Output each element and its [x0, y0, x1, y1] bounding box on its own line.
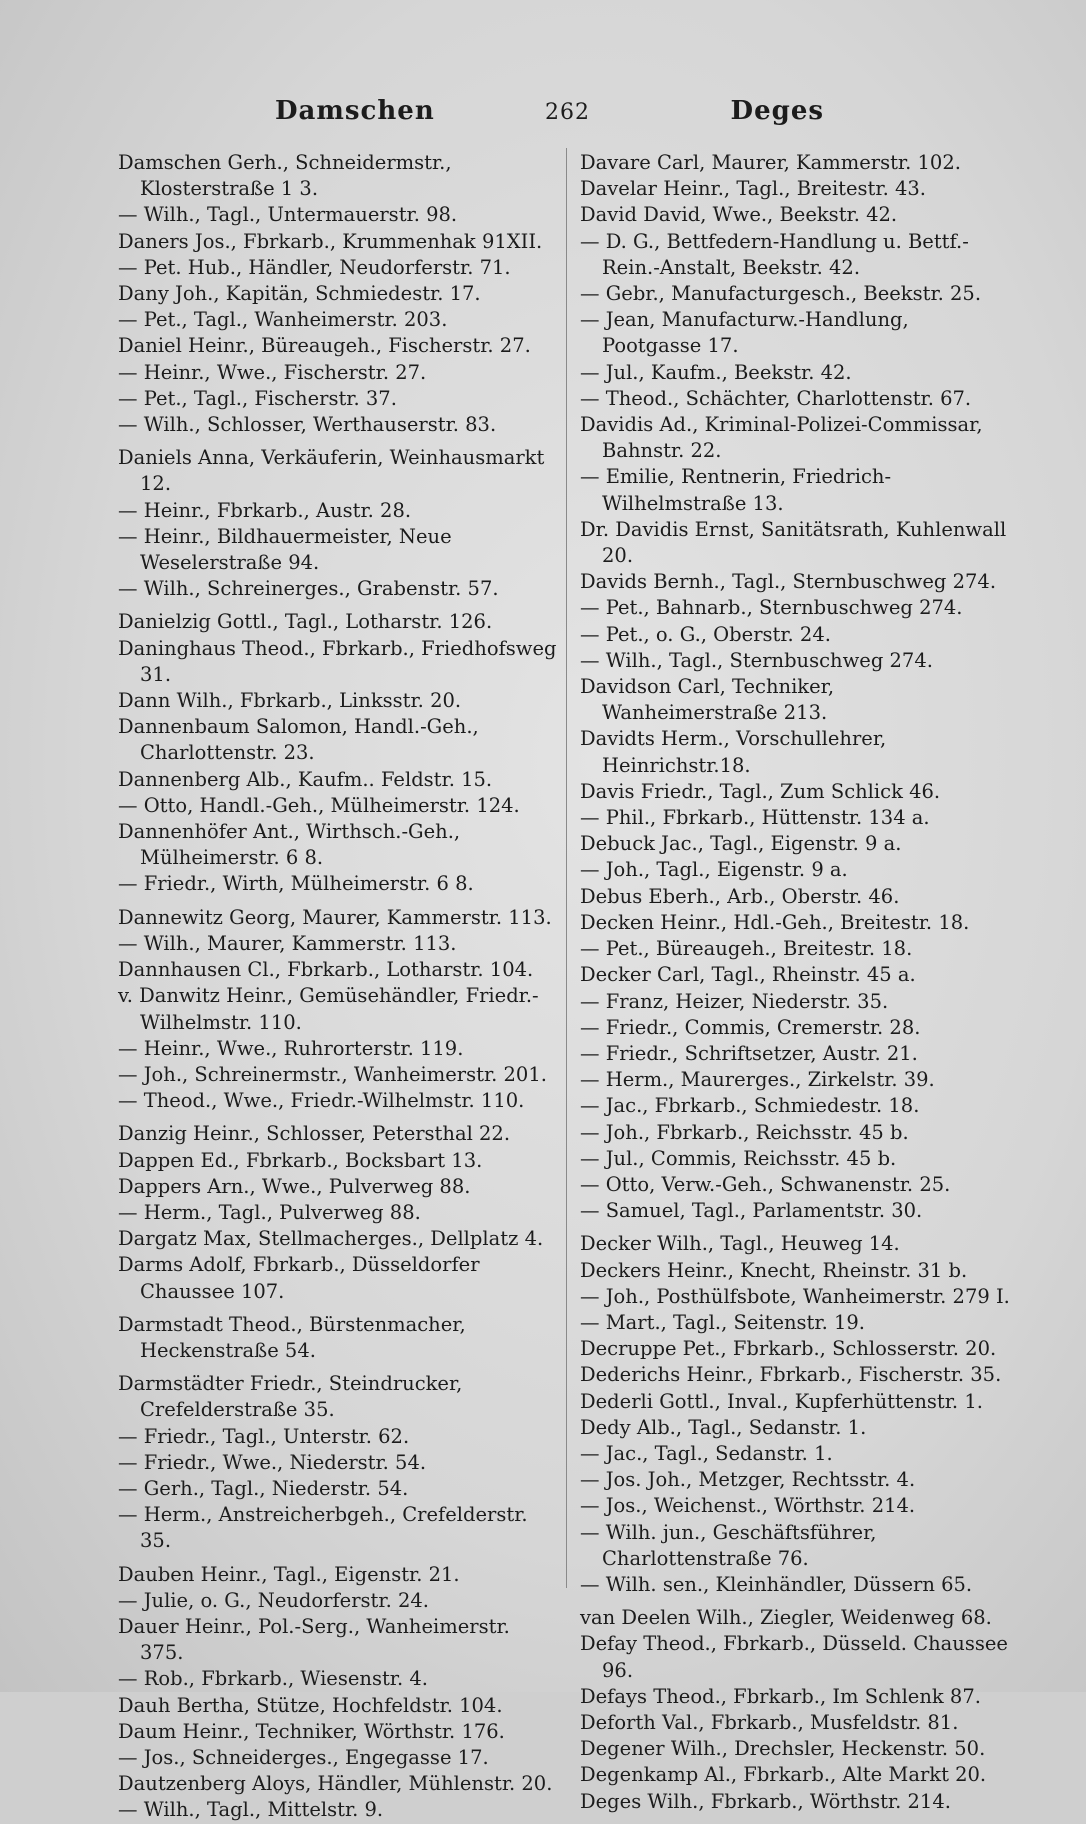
directory-entry: Darms Adolf, Fbrkarb., Düsseldorfer Chaussee 107. — [118, 1253, 480, 1303]
directory-entry: v. Danwitz Heinr., Gemüsehändler, Friedr.-Wilhelmstr. 110. — [118, 984, 539, 1034]
directory-entry: — Otto, Handl.-Geh., Mülheimerstr. 124. — [118, 793, 520, 817]
directory-entry: — Pet., Tagl., Wanheimerstr. 203. — [118, 308, 448, 332]
directory-entry: — Herm., Anstreicherbgeh., Crefelderstr. 35. — [118, 1503, 528, 1553]
directory-entry: Dannhausen Cl., Fbrkarb., Lotharstr. 104. — [118, 958, 534, 982]
directory-entry: — Jos., Weichenst., Wörthstr. 214. — [580, 1494, 916, 1518]
directory-entry: — Joh., Posthülfsbote, Wanheimerstr. 279 I. — [580, 1284, 1010, 1308]
directory-entry: Dany Joh., Kapitän, Schmiedestr. 17. — [118, 282, 481, 306]
directory-entry: — Pet., Büreaugeh., Breitestr. 18. — [580, 937, 913, 961]
directory-entry: — Wilh., Tagl., Untermauerstr. 98. — [118, 203, 458, 227]
directory-entry: — Theod., Wwe., Friedr.-Wilhelmstr. 110. — [118, 1089, 525, 1113]
directory-entry: — Jos. Joh., Metzger, Rechtsstr. 4. — [580, 1468, 916, 1492]
directory-entry: — Franz, Heizer, Niederstr. 35. — [580, 989, 889, 1013]
directory-entry: — Heinr., Fbrkarb., Austr. 28. — [118, 498, 412, 522]
directory-entry: — Joh., Schreinermstr., Wanheimerstr. 201. — [118, 1062, 547, 1086]
directory-entry: Dannenberg Alb., Kaufm.. Feldstr. 15. — [118, 767, 493, 791]
directory-entry: — Theod., Schächter, Charlottenstr. 67. — [580, 386, 972, 410]
directory-entry: Defay Theod., Fbrkarb., Düsseld. Chaussee 96. — [580, 1632, 1008, 1682]
directory-entry: Decken Heinr., Hdl.-Geh., Breitestr. 18. — [580, 910, 970, 934]
directory-entry: Dann Wilh., Fbrkarb., Linksstr. 20. — [118, 689, 462, 713]
directory-entry: — Wilh. jun., Geschäftsführer, Charlottenstraße 76. — [580, 1520, 877, 1570]
directory-entry: — Wilh., Tagl., Sternbuschweg 274. — [580, 648, 933, 672]
directory-entry: — Joh., Tagl., Eigenstr. 9 a. — [580, 858, 848, 882]
directory-entry: Davidson Carl, Techniker, Wanheimerstraße 213. — [580, 675, 835, 725]
directory-entry: — Mart., Tagl., Seitenstr. 19. — [580, 1310, 865, 1334]
directory-entry: Davids Bernh., Tagl., Sternbuschweg 274. — [580, 570, 997, 594]
directory-entry: — Pet. Hub., Händler, Neudorferstr. 71. — [118, 255, 511, 279]
directory-entry: — Pet., Tagl., Fischerstr. 37. — [118, 386, 397, 410]
directory-entry: Davare Carl, Maurer, Kammerstr. 102. — [580, 151, 961, 174]
directory-entry: Decker Wilh., Tagl., Heuweg 14. — [580, 1232, 900, 1256]
directory-entry: Dautzenberg Aloys, Händler, Mühlenstr. 20. — [118, 1772, 553, 1796]
directory-entry: Deforth Val., Fbrkarb., Musfeldstr. 81. — [580, 1710, 959, 1734]
directory-entry: Davidis Ad., Kriminal-Polizei-Commissar, Bahnstr. 22. — [580, 413, 983, 463]
directory-entry: — Jul., Kaufm., Beekstr. 42. — [580, 360, 852, 384]
header-left-word: Damschen — [275, 96, 435, 126]
directory-entry: — Wilh., Schlosser, Werthauserstr. 83. — [118, 413, 497, 437]
directory-entry: — Phil., Fbrkarb., Hüttenstr. 134 a. — [580, 806, 930, 830]
directory-entry: — Heinr., Bildhauermeister, Neue Weselerstraße 94. — [118, 524, 452, 575]
directory-entry: — Jos., Schneiderges., Engegasse 17. — [118, 1745, 489, 1769]
directory-entry: Dappen Ed., Fbrkarb., Bocksbart 13. — [118, 1148, 483, 1172]
directory-entry: — Rob., Fbrkarb., Wiesenstr. 4. — [118, 1667, 428, 1691]
page-header — [120, 96, 824, 136]
directory-entry: Deges Wilh., Fbrkarb., Wörthstr. 214. — [580, 1789, 951, 1813]
directory-entry: — Joh., Fbrkarb., Reichsstr. 45 b. — [580, 1120, 909, 1144]
directory-entry: Damschen Gerh., Schneidermstr., Klosterstraße 1 3. — [118, 151, 452, 201]
directory-entry: Dannewitz Georg, Maurer, Kammerstr. 113. — [118, 905, 552, 929]
directory-entry: Dr. Davidis Ernst, Sanitätsrath, Kuhlenwall 20. — [580, 517, 1007, 568]
directory-entry: Davis Friedr., Tagl., Zum Schlick 46. — [580, 779, 941, 803]
header-right-word: Deges — [730, 96, 824, 126]
directory-entry: Deckers Heinr., Knecht, Rheinstr. 31 b. — [580, 1258, 968, 1282]
directory-entry: Daners Jos., Fbrkarb., Krummenhak 91XII. — [118, 229, 543, 253]
directory-entry: Daninghaus Theod., Fbrkarb., Friedhofsweg 31. — [118, 636, 557, 686]
directory-entry: Dauer Heinr., Pol.-Serg., Wanheimerstr. 375. — [118, 1614, 510, 1665]
directory-entry: — Otto, Verw.-Geh., Schwanenstr. 25. — [580, 1172, 951, 1196]
directory-entry: Davidts Herm., Vorschullehrer, Heinrichstr.18. — [580, 727, 887, 777]
directory-entry: — Herm., Tagl., Pulverweg 88. — [118, 1200, 421, 1224]
directory-entry: — Friedr., Commis, Cremerstr. 28. — [580, 1015, 921, 1039]
directory-entry: Danzig Heinr., Schlosser, Petersthal 22. — [118, 1122, 511, 1146]
directory-entry: Danielzig Gottl., Tagl., Lotharstr. 126. — [118, 610, 493, 634]
directory-entry: Decruppe Pet., Fbrkarb., Schlosserstr. 20. — [580, 1337, 997, 1361]
directory-entry: Daniels Anna, Verkäuferin, Weinhausmarkt 12. — [118, 446, 545, 496]
directory-entry: — Pet., o. G., Oberstr. 24. — [580, 622, 831, 646]
directory-entry: — Heinr., Wwe., Ruhrorterstr. 119. — [118, 1036, 464, 1060]
directory-entry: — Jean, Manufacturw.-Handlung, Pootgasse 17. — [580, 308, 909, 358]
directory-entry: Dederli Gottl., Inval., Kupferhüttenstr. 1. — [580, 1389, 983, 1413]
directory-entry: Dauh Bertha, Stütze, Hochfeldstr. 104. — [118, 1693, 503, 1717]
directory-entry: — Friedr., Tagl., Unterstr. 62. — [118, 1424, 410, 1448]
directory-entry: Dannenbaum Salomon, Handl.-Geh., Charlottenstr. 23. — [118, 715, 479, 765]
directory-entry: Darmstädter Friedr., Steindrucker, Crefelderstraße 35. — [118, 1372, 463, 1422]
directory-entry: Debus Eberh., Arb., Oberstr. 46. — [580, 884, 900, 908]
directory-entry: Debuck Jac., Tagl., Eigenstr. 9 a. — [580, 832, 902, 856]
column-divider — [566, 148, 567, 1588]
directory-entry: — Herm., Maurerges., Zirkelstr. 39. — [580, 1068, 935, 1092]
directory-entry: Degenkamp Al., Fbrkarb., Alte Markt 20. — [580, 1763, 987, 1787]
directory-entry: Defays Theod., Fbrkarb., Im Schlenk 87. — [580, 1684, 981, 1708]
directory-entry: — Emilie, Rentnerin, Friedrich-Wilhelmstraße 13. — [580, 465, 892, 515]
directory-entry: Dauben Heinr., Tagl., Eigenstr. 21. — [118, 1562, 460, 1586]
directory-entry: van Deelen Wilh., Ziegler, Weidenweg 68. — [580, 1606, 992, 1630]
directory-entry: David David, Wwe., Beekstr. 42. — [580, 203, 898, 227]
directory-entry: Dedy Alb., Tagl., Sedanstr. 1. — [580, 1415, 867, 1439]
directory-entry: Dederichs Heinr., Fbrkarb., Fischerstr. 35. — [580, 1363, 1002, 1387]
directory-entry: — Gebr., Manufacturgesch., Beekstr. 25. — [580, 282, 982, 306]
directory-entry: — Gerh., Tagl., Niederstr. 54. — [118, 1476, 409, 1500]
directory-entry: — Friedr., Wwe., Niederstr. 54. — [118, 1450, 427, 1474]
directory-entry: — Wilh. sen., Kleinhändler, Düssern 65. — [580, 1572, 973, 1596]
directory-entry: — Wilh., Maurer, Kammerstr. 113. — [118, 931, 457, 955]
directory-entry: Daum Heinr., Techniker, Wörthstr. 176. — [118, 1719, 505, 1743]
page-number: 262 — [545, 100, 590, 125]
directory-entry: Decker Carl, Tagl., Rheinstr. 45 a. — [580, 963, 916, 987]
directory-entry: Dannenhöfer Ant., Wirthsch.-Geh., Mülheimerstr. 6 8. — [118, 820, 461, 870]
directory-entry: Daniel Heinr., Büreaugeh., Fischerstr. 27. — [118, 334, 531, 358]
directory-entry: Darmstadt Theod., Bürstenmacher, Heckenstraße 54. — [118, 1312, 466, 1362]
directory-entry: Dargatz Max, Stellmacherges., Dellplatz 4. — [118, 1227, 544, 1251]
directory-entry: — Friedr., Wirth, Mülheimerstr. 6 8. — [118, 872, 474, 896]
directory-entry: — Pet., Bahnarb., Sternbuschweg 274. — [580, 596, 963, 620]
directory-entry: — D. G., Bettfedern-Handlung u. Bettf.-Rein.-Anstalt, Beekstr. 42. — [580, 229, 969, 279]
directory-entry: — Friedr., Schriftsetzer, Austr. 21. — [580, 1041, 918, 1065]
directory-entry: — Samuel, Tagl., Parlamentstr. 30. — [580, 1199, 923, 1223]
directory-entry: Degener Wilh., Drechsler, Heckenstr. 50. — [580, 1737, 986, 1761]
right-column — [580, 150, 1010, 1815]
directory-entry: — Jac., Fbrkarb., Schmiedestr. 18. — [580, 1094, 920, 1118]
directory-entry: — Heinr., Wwe., Fischerstr. 27. — [118, 360, 427, 384]
directory-entry: Davelar Heinr., Tagl., Breitestr. 43. — [580, 177, 926, 201]
directory-entry: — Jul., Commis, Reichsstr. 45 b. — [580, 1146, 897, 1170]
directory-entry: — Jac., Tagl., Sedanstr. 1. — [580, 1441, 833, 1465]
directory-entry: — Wilh., Schreinerges., Grabenstr. 57. — [118, 577, 499, 601]
directory-entry: — Wilh., Tagl., Mittelstr. 9. — [118, 1798, 384, 1822]
left-column — [118, 150, 558, 1824]
directory-entry: — Julie, o. G., Neudorferstr. 24. — [118, 1588, 429, 1612]
directory-entry: Dappers Arn., Wwe., Pulverweg 88. — [118, 1174, 471, 1198]
